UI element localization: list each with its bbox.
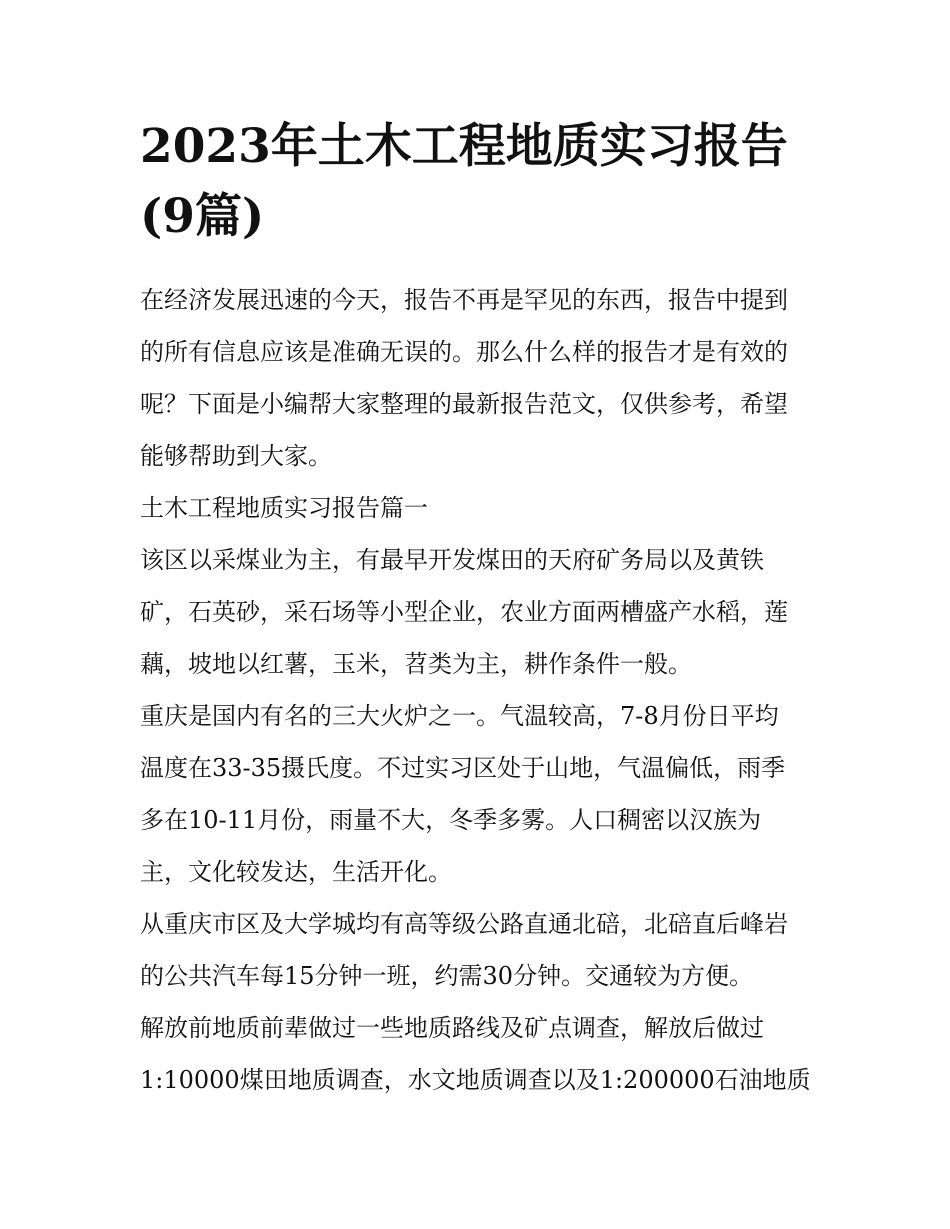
intro-line-4: 能够帮助到大家。 [140, 442, 332, 470]
title-line-1: 2023年土木工程地质实习报告 [140, 119, 788, 174]
paragraph-line-11: 1:10000煤田地质调查，水文地质调查以及1:200000石油地质 [140, 1066, 811, 1094]
paragraph-line-10: 解放前地质前辈做过一些地质路线及矿点调查，解放后做过 [140, 1014, 764, 1042]
paragraph-line-1: 该区以采煤业为主，有最早开发煤田的天府矿务局以及黄铁 [140, 546, 764, 574]
paragraph-line-7: 主，文化较发达，生活开化。 [140, 858, 452, 886]
document-title [140, 112, 830, 252]
paragraph-line-9: 的公共汽车每15分钟一班，约需30分钟。交通较为方便。 [140, 962, 754, 990]
paragraph-line-6: 多在10-11月份，雨量不大，冬季多雾。人口稠密以汉族为 [140, 806, 762, 834]
paragraph-line-5: 温度在33-35摄氏度。不过实习区处于山地，气温偏低，雨季 [140, 754, 786, 782]
title-line-2: (9篇) [140, 189, 265, 244]
paragraph-line-2: 矿，石英砂，采石场等小型企业，农业方面两槽盛产水稻，莲 [140, 598, 788, 626]
intro-line-3: 呢？下面是小编帮大家整理的最新报告范文，仅供参考，希望 [140, 390, 788, 418]
intro-line-1: 在经济发展迅速的今天，报告不再是罕见的东西，报告中提到 [140, 286, 788, 314]
section-heading: 土木工程地质实习报告篇一 [140, 494, 428, 522]
paragraph-line-8: 从重庆市区及大学城均有高等级公路直通北碚，北碚直后峰岩 [140, 910, 788, 938]
intro-line-2: 的所有信息应该是准确无误的。那么什么样的报告才是有效的 [140, 338, 788, 366]
paragraph-line-3: 藕，坡地以红薯，玉米，苕类为主，耕作条件一般。 [140, 650, 692, 678]
paragraph-line-4: 重庆是国内有名的三大火炉之一。气温较高，7-8月份日平均 [140, 702, 779, 730]
